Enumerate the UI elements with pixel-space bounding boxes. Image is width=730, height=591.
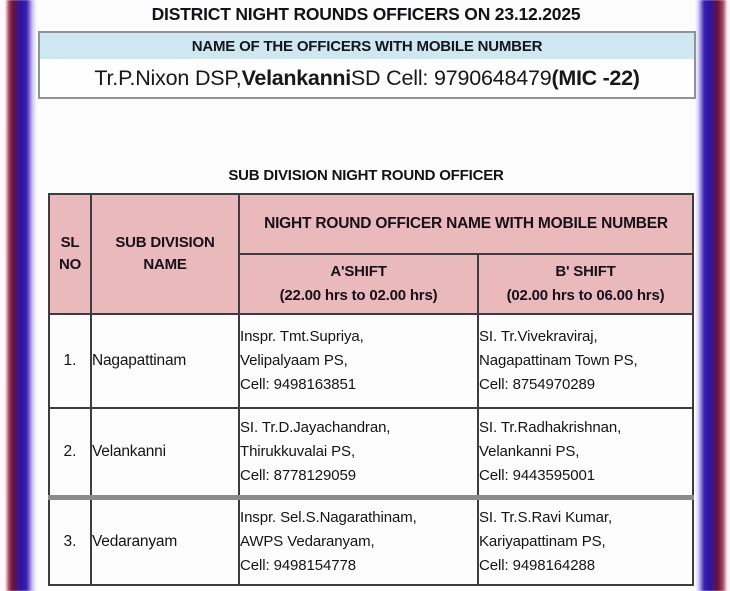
row-sub-division: Vedaranyam (91, 498, 239, 586)
row-sub-division: Nagapattinam (91, 314, 239, 408)
officer-cell-number: Cell: 9498154778 (240, 556, 356, 574)
header-no: NO (58, 256, 82, 273)
district-officer-cell: SD Cell: 9790648479 (350, 65, 552, 90)
district-officer-subdivision: Velankanni (241, 65, 351, 90)
header-b-shift-title: B' SHIFT (555, 263, 616, 280)
row-b-shift-officer (478, 408, 693, 498)
header-sub-division: SUB DIVISION (115, 234, 215, 252)
row-a-shift-officer (239, 314, 478, 408)
officer-cell-number: Cell: 9498164288 (479, 556, 595, 574)
officer-name: Inspr. Tmt.Supriya, (240, 328, 364, 346)
officers-mobile-header (38, 31, 696, 61)
officer-name: Inspr. Sel.S.Nagarathinam, (240, 509, 417, 527)
officer-station: Kariyapattinam PS, (479, 533, 606, 551)
header-a-shift-hours: (22.00 hrs to 02.00 hrs) (279, 287, 438, 304)
document-title: DISTRICT NIGHT ROUNDS OFFICERS ON 23.12.2025 (151, 4, 581, 24)
header-b-shift-hours: (02.00 hrs to 06.00 hrs) (506, 287, 665, 304)
district-officer-mic-code: (MIC -22) (551, 65, 640, 90)
sub-division-section-title: SUB DIVISION NIGHT ROUND OFFICER (228, 167, 504, 184)
header-sub-division-name (91, 194, 239, 314)
row-b-shift-officer (478, 314, 693, 408)
row-sl-no: 2. (49, 408, 91, 498)
header-a-shift (239, 254, 478, 314)
row-sub-division: Velankanni (91, 408, 239, 498)
officer-name: SI. Tr.S.Ravi Kumar, (479, 509, 613, 527)
officer-station: AWPS Vedaranyam, (240, 533, 375, 551)
officers-mobile-header-label: NAME OF THE OFFICERS WITH MOBILE NUMBER (191, 37, 543, 55)
table-header-row-merged (49, 194, 693, 254)
header-sl-no (49, 194, 91, 314)
header-officer-with-mobile: NIGHT ROUND OFFICER NAME WITH MOBILE NUMBER (239, 194, 693, 254)
officer-name: SI. Tr.Radhakrishnan, (479, 419, 622, 437)
officer-cell-number: Cell: 8778129059 (240, 466, 356, 484)
officer-station: Thirukkuvalai PS, (240, 443, 356, 461)
row-a-shift-officer (239, 408, 478, 498)
header-b-shift (478, 254, 693, 314)
officer-station: Velankanni PS, (479, 443, 580, 461)
row-sl-no: 1. (49, 314, 91, 408)
header-a-shift-title: A'SHIFT (330, 263, 387, 280)
table-row (49, 498, 693, 586)
decorative-right-border (695, 0, 730, 591)
officer-cell-number: Cell: 9443595001 (479, 466, 595, 484)
officer-name: SI. Tr.Vivekraviraj, (479, 328, 598, 346)
header-name: NAME (143, 256, 187, 273)
officer-cell-number: Cell: 9498163851 (240, 375, 356, 393)
table-row (49, 314, 693, 408)
night-round-officer-table (48, 193, 694, 586)
decorative-left-border (0, 0, 37, 591)
officer-station: Nagapattinam Town PS, (479, 352, 638, 370)
row-sl-no: 3. (49, 498, 91, 586)
officer-name: SI. Tr.D.Jayachandran, (240, 419, 391, 437)
officer-station: Velipalyaam PS, (240, 352, 348, 370)
row-a-shift-officer (239, 498, 478, 586)
table-row (49, 408, 693, 498)
row-b-shift-officer (478, 498, 693, 586)
header-sl: SL (60, 234, 80, 252)
officer-cell-number: Cell: 8754970289 (479, 375, 595, 393)
district-officer-prefix: Tr.P.Nixon DSP, (94, 65, 242, 90)
district-officer-line (38, 59, 696, 99)
